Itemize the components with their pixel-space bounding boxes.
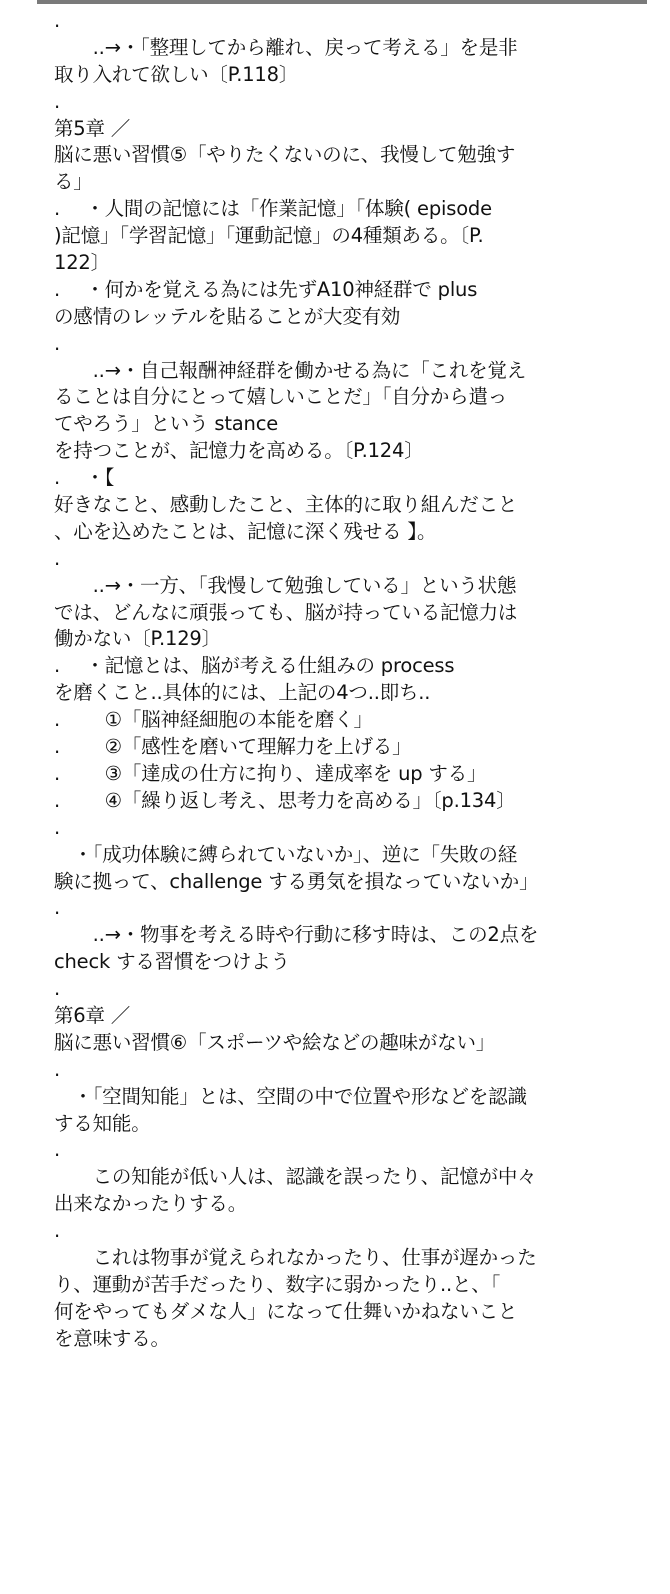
- text-line: 、心を込めたことは、記憶に深く残せる 】。: [54, 519, 437, 543]
- text-line: ることは自分にとって嬉しいことだ」「自分から遣っ: [54, 385, 508, 409]
- text-line: ..→・「整理してから離れ、戻って考える」を是非: [54, 35, 518, 59]
- text-line: ・「空間知能」とは、空間の中で位置や形などを認識: [54, 1084, 527, 1108]
- text-line: .: [54, 9, 60, 32]
- text-line: 122〕: [54, 251, 110, 275]
- text-line: . ・【: [54, 466, 115, 490]
- text-line: を持つことが、記憶力を高める。〔P.124〕: [54, 439, 424, 463]
- text-line: )記憶」「学習記憶」「運動記憶」の4種類ある。〔P.: [54, 224, 484, 248]
- text-line: check する習慣をつけよう: [54, 950, 290, 974]
- text-line: ・「成功体験に縛られていないか」、逆に「失敗の経: [54, 842, 518, 866]
- text-line: 出来なかったりする。: [54, 1192, 248, 1216]
- article-body: [54, 8, 614, 1353]
- text-line: ..→・物事を考える時や行動に移す時は、この2点を: [54, 923, 539, 947]
- text-line: .: [54, 1057, 60, 1081]
- text-line: 働かない〔P.129〕: [54, 627, 221, 651]
- text-line: ..→・自己報酬神経群を働かせる為に「これを覚え: [54, 358, 527, 382]
- text-line: .: [54, 89, 60, 113]
- text-line: 脳に悪い習慣⑥「スポーツや絵などの趣味がない」: [54, 1030, 496, 1054]
- text-line: .: [54, 1138, 60, 1162]
- top-divider: [37, 0, 647, 4]
- text-line: てやろう」という stance: [54, 412, 279, 436]
- text-line: .: [54, 815, 60, 839]
- text-line: .: [54, 546, 60, 570]
- text-line: . ③「達成の仕方に拘り、達成率を up する」: [54, 761, 487, 785]
- text-line: の感情のレッテルを貼ることが大変有効: [54, 304, 401, 328]
- text-line: する知能。: [54, 1111, 151, 1135]
- text-line: 好きなこと、感動したこと、主体的に取り組んだこと: [54, 493, 518, 517]
- text-line: る」: [54, 170, 93, 194]
- text-line: を磨くこと..具体的には、上記の4つ..即ち..: [54, 681, 431, 705]
- text-line: . ・記憶とは、脳が考える仕組みの process: [54, 654, 455, 678]
- text-line: . ・人間の記憶には「作業記憶」「体験( episode: [54, 197, 492, 221]
- text-line: では、どんなに頑張っても、脳が持っている記憶力は: [54, 600, 518, 624]
- text-line: これは物事が覚えられなかったり、仕事が遅かった: [54, 1245, 537, 1269]
- text-line: を意味する。: [54, 1326, 170, 1350]
- text-line: 第5章 ／: [54, 116, 131, 140]
- text-line: . ④「繰り返し考え、思考力を高める」〔p.134〕: [54, 788, 516, 812]
- text-line: .: [54, 977, 60, 1001]
- text-line: .: [54, 331, 60, 355]
- text-line: この知能が低い人は、認識を誤ったり、記憶が中々: [54, 1165, 537, 1189]
- text-line: 験に拠って、challenge する勇気を損なっていないか」: [54, 869, 539, 893]
- text-line: .: [54, 896, 60, 920]
- text-line: . ・何かを覚える為には先ずA10神経群で plus: [54, 277, 478, 301]
- text-line: . ①「脳神経細胞の本能を磨く」: [54, 708, 373, 732]
- text-line: . ②「感性を磨いて理解力を上げる」: [54, 735, 412, 759]
- text-line: り、運動が苦手だったり、数字に弱かったり..と、「: [54, 1272, 501, 1296]
- text-line: 第6章 ／: [54, 1003, 131, 1027]
- text-line: ..→・一方、「我慢して勉強している」という状態: [54, 573, 517, 597]
- text-line: 脳に悪い習慣⑤「やりたくないのに、我慢して勉強す: [54, 143, 516, 167]
- text-line: 何をやってもダメな人」になって仕舞いかねないこと: [54, 1299, 518, 1323]
- text-line: 取り入れて欲しい〔P.118〕: [54, 62, 299, 86]
- text-line: .: [54, 1219, 60, 1243]
